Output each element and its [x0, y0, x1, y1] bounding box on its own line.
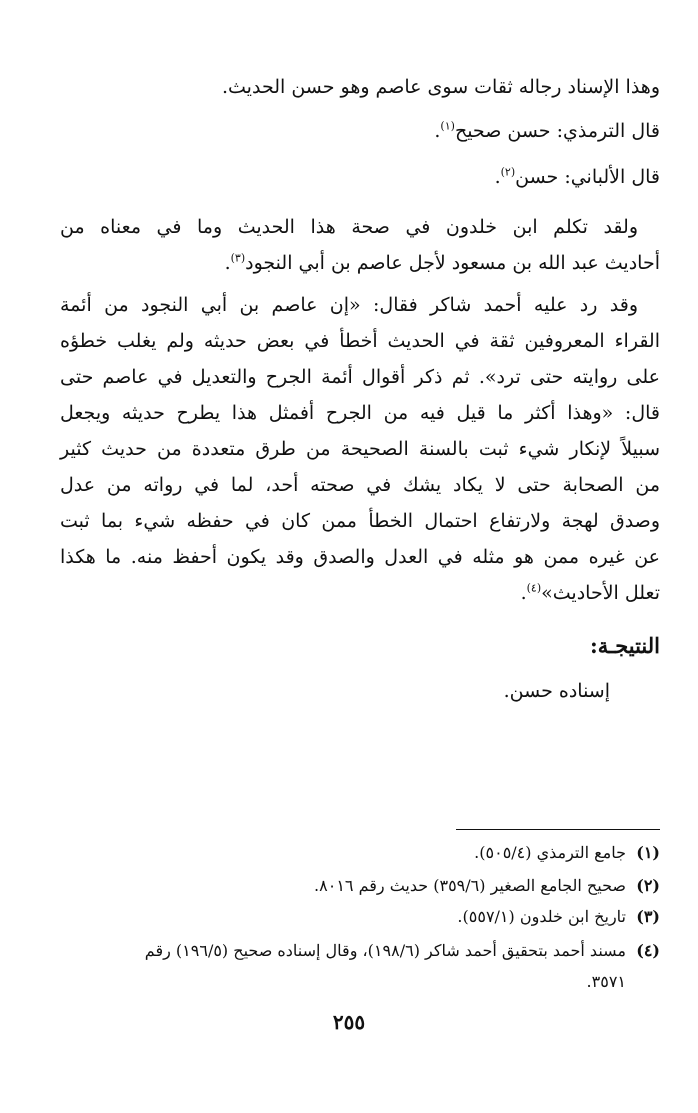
- body-line-4: [60, 208, 638, 246]
- body-line-2: [60, 112, 660, 150]
- footnote-4-number: (٤): [636, 941, 660, 960]
- footnote-4: [60, 936, 660, 966]
- body-line-10-text: سبيلاً لإنكار شيء ثبت بالسنة الصحيحة من طرق متعددة من حديث كثير: [60, 438, 660, 460]
- footnote-3-number: (٣): [636, 907, 660, 926]
- body-line-5-end: .: [224, 252, 231, 274]
- body-line-9: [60, 394, 660, 432]
- footnote-1-number: (١): [636, 843, 660, 862]
- page-number: ٢٥٥: [332, 1010, 366, 1034]
- footnote-1-text: جامع الترمذي (٥٠٥/٤).: [474, 843, 626, 862]
- body-line-13-text: عن غيره ممن هو مثله في العدل والصدق وقد يكون أحفظ منه. ما هكذا: [60, 546, 660, 568]
- body-line-6: [60, 286, 638, 324]
- body-line-13: [60, 538, 660, 576]
- footnote-1: [60, 838, 660, 868]
- footnote-4-cont-text: ٣٥٧١.: [586, 972, 626, 991]
- body-line-7-text: القراء المعروفين ثقة في الحديث أخطأ في بعض حديثه ولم يغلب خطؤه: [60, 330, 660, 352]
- footnote-divider: [456, 829, 660, 830]
- body-line-12: [60, 502, 660, 540]
- body-line-3-end: .: [494, 166, 501, 188]
- body-line-7: [60, 322, 660, 360]
- body-line-3: [60, 158, 660, 196]
- body-line-14-end: .: [520, 582, 527, 604]
- result-text: إسناده حسن.: [503, 680, 610, 702]
- body-line-11-text: من الصحابة حتى لا يكاد يشك في صحته أحد، لما في رواته من عدل: [60, 474, 660, 496]
- body-line-8-text: على روايته حتى ترد». ثم ذكر أقوال أئمة الجرح والتعديل في عاصم حتى: [60, 366, 660, 388]
- footnote-4-text: مسند أحمد بتحقيق أحمد شاكر (١٩٨/٦)، وقال إسناده صحيح (١٩٦/٥) رقم: [144, 941, 626, 960]
- body-line-11: [60, 466, 660, 504]
- footnote-4-continuation: [60, 967, 626, 997]
- footnote-3-text: تاريخ ابن خلدون (٥٥٧/١).: [457, 907, 626, 926]
- footnote-ref-3[interactable]: (٣): [230, 251, 246, 265]
- body-line-6-text: وقد رد عليه أحمد شاكر فقال: «إن عاصم بن أبي النجود من أئمة: [60, 294, 638, 316]
- footnote-3: [60, 902, 660, 932]
- body-line-3-text: قال الألباني: حسن: [515, 166, 660, 188]
- footnote-ref-1[interactable]: (١): [440, 119, 455, 133]
- body-line-1-text: وهذا الإسناد رجاله ثقات سوى عاصم وهو حسن الحديث.: [221, 76, 660, 98]
- footnote-2: [60, 871, 660, 901]
- body-line-14: [60, 574, 660, 612]
- body-line-5-text: أحاديث عبد الله بن مسعود لأجل عاصم بن أبي النجود: [245, 252, 660, 274]
- body-line-12-text: وصدق لهجة ولارتفاع احتمال الخطأ ممن كان في حفظه شيء بما ثبت: [60, 510, 660, 532]
- result-heading: النتيجـة:: [590, 633, 660, 658]
- body-line-9-text: قال: «وهذا أكثر ما قيل فيه من الجرح أفمثل هذا يطرح حديثه ويجعل: [60, 402, 660, 424]
- body-line-10: [60, 430, 660, 468]
- body-line-1: [60, 68, 660, 106]
- body-line-8: [60, 358, 660, 396]
- body-line-2-end: .: [434, 120, 441, 142]
- footnote-2-text: صحيح الجامع الصغير (٣٥٩/٦) حديث رقم ٨٠١٦.: [314, 876, 626, 895]
- body-line-4-text: ولقد تكلم ابن خلدون في صحة هذا الحديث وما في معناه من: [60, 216, 638, 238]
- footnote-ref-2[interactable]: (٢): [500, 165, 516, 179]
- body-line-14-text: تعلل الأحاديث»: [541, 582, 660, 604]
- result-text-line: [60, 672, 610, 710]
- footnote-ref-4[interactable]: (٤): [526, 581, 542, 595]
- body-line-2-text: قال الترمذي: حسن صحيح: [454, 120, 660, 142]
- footnote-2-number: (٢): [636, 876, 660, 895]
- body-line-5: [60, 244, 660, 282]
